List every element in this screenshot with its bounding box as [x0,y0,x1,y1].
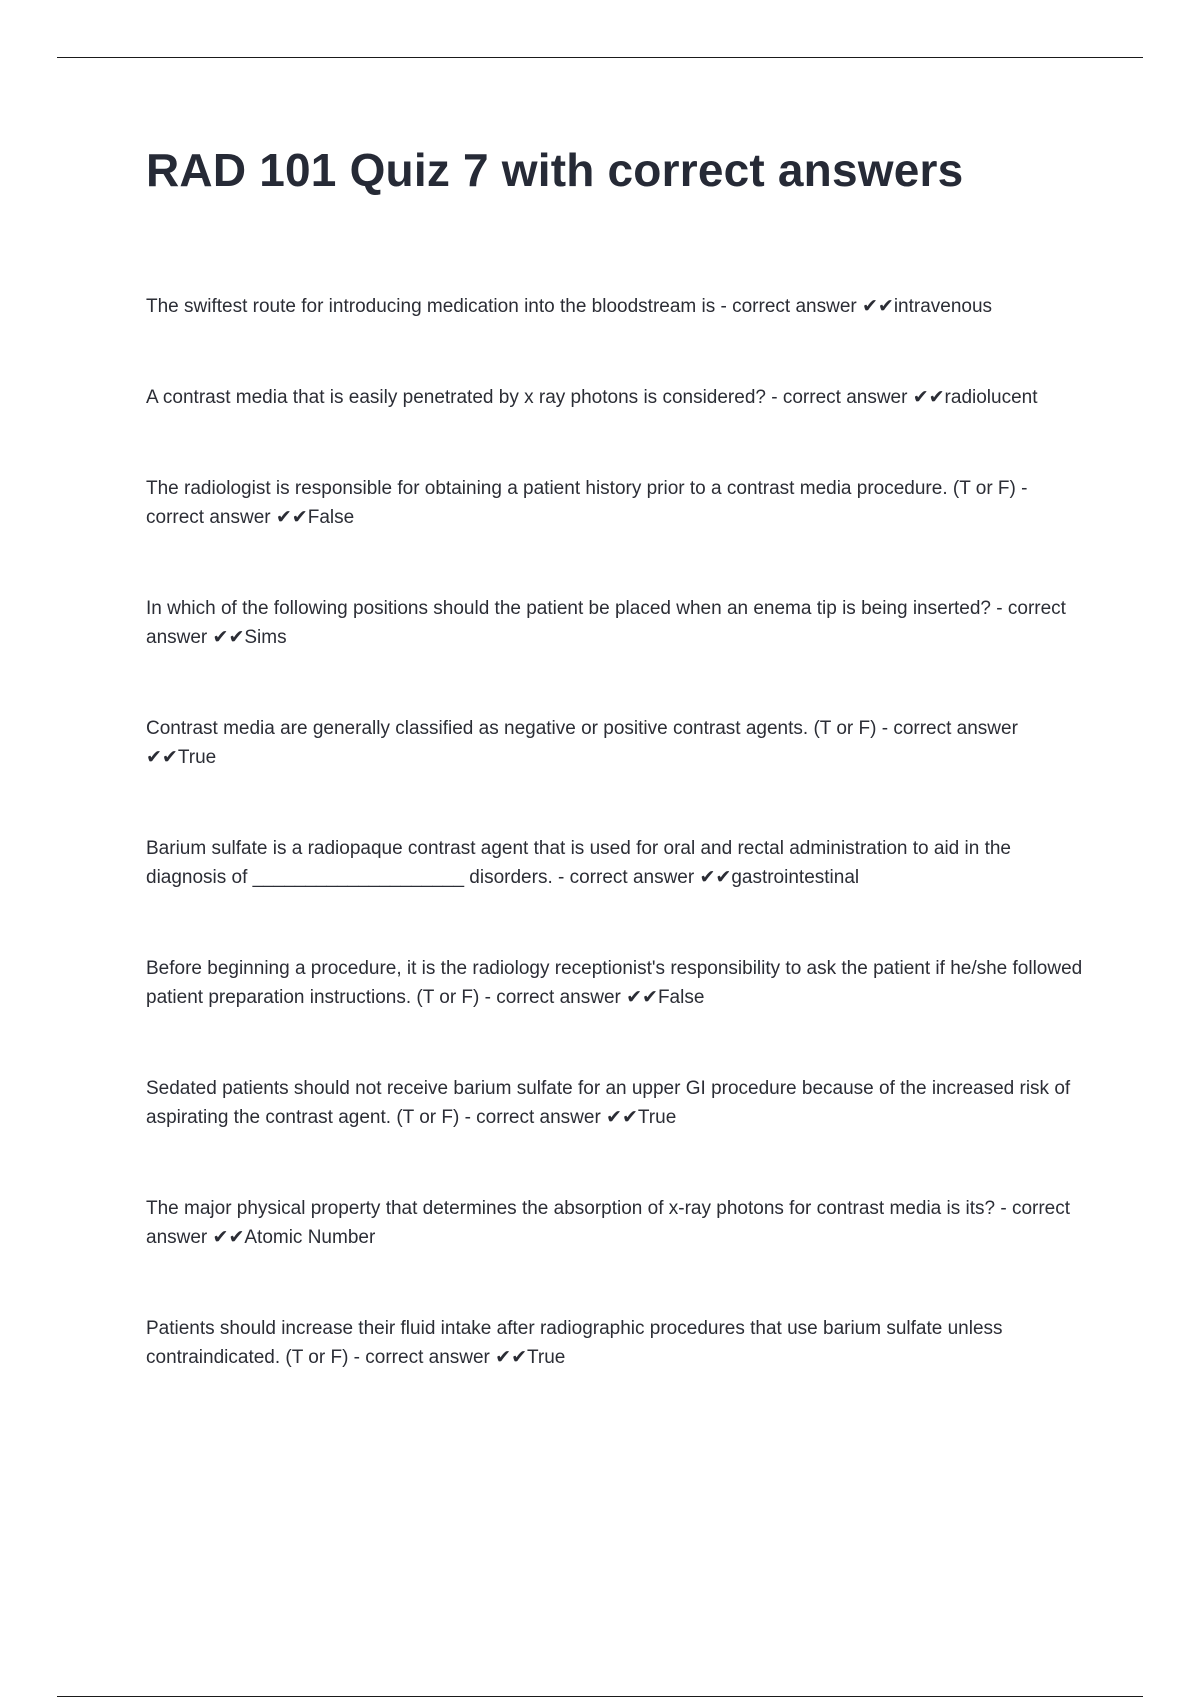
bottom-horizontal-rule [57,1696,1143,1697]
qa-item-1: The swiftest route for introducing medication into the bloodstream is - correct answer ✔✔intravenous [146,296,993,317]
page-title: RAD 101 Quiz 7 with correct answers [146,144,964,196]
qa-item-7: Before beginning a procedure, it is the radiology receptionist's responsibility to ask the patient if he/she followed patient preparation instructions. (T or F) - correct answer ✔✔False [146,958,1083,1008]
qa-item-5: Contrast media are generally classified as negative or positive contrast agents. (T or F) - correct answer ✔✔True [146,718,1018,768]
qa-item-9: The major physical property that determines the absorption of x-ray photons for contrast media is its? - correct answer ✔✔Atomic Number [146,1198,1071,1248]
qa-item-6: Barium sulfate is a radiopaque contrast agent that is used for oral and rectal administration to aid in the diagnosis of ____________________ disorders. - correct answer ✔✔gastrointestinal [146,838,1011,888]
qa-item-3: The radiologist is responsible for obtaining a patient history prior to a contrast media procedure. (T or F) - correct answer ✔✔False [146,478,1028,528]
question-answer-list [146,292,1086,1434]
qa-item-8: Sedated patients should not receive barium sulfate for an upper GI procedure because of the increased risk of aspirating the contrast agent. (T or F) - correct answer ✔✔True [146,1078,1071,1128]
top-horizontal-rule [57,57,1143,58]
qa-item-2: A contrast media that is easily penetrated by x ray photons is considered? - correct answer ✔✔radiolucent [146,387,1038,408]
qa-item-4: In which of the following positions should the patient be placed when an enema tip is being inserted? - correct answer ✔✔Sims [146,598,1066,648]
qa-item-10: Patients should increase their fluid intake after radiographic procedures that use barium sulfate unless contraindicated. (T or F) - correct answer ✔✔True [146,1318,1003,1368]
